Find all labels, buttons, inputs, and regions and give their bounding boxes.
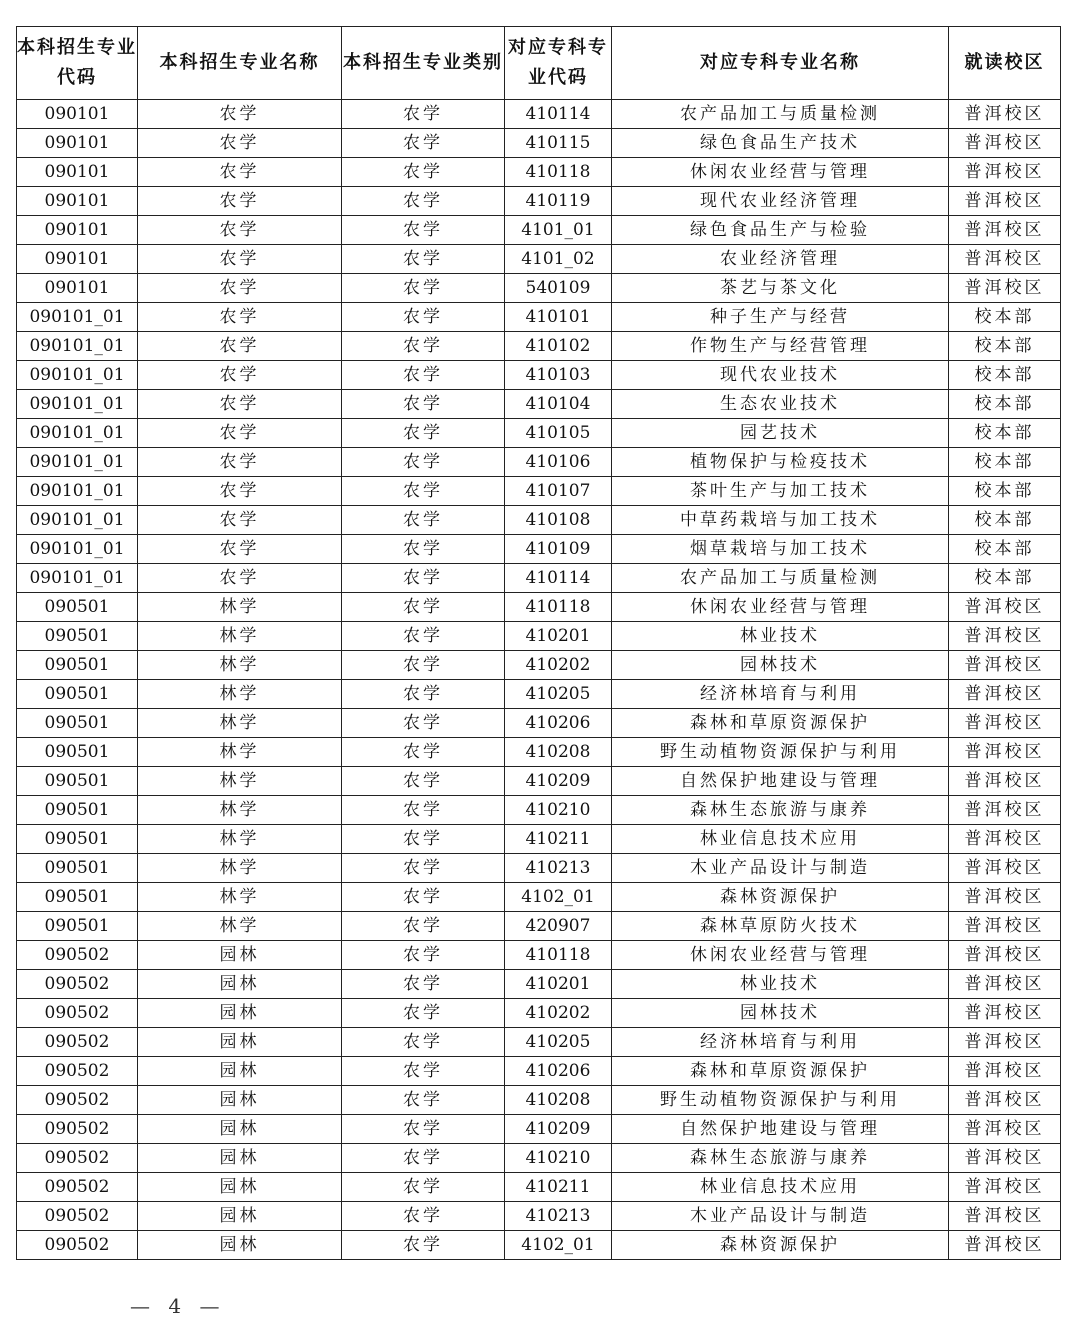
- undergrad-name-cell: 农学: [138, 100, 342, 129]
- college-name-cell: 自然保护地建设与管理: [612, 1115, 949, 1144]
- table-row: [17, 709, 1061, 738]
- major-correspondence-table: [16, 26, 1061, 1260]
- undergrad-code-cell: 090502: [17, 1173, 138, 1202]
- undergrad-category-cell: 农学: [342, 1028, 505, 1057]
- undergrad-code-cell: 090501: [17, 651, 138, 680]
- table-row: [17, 129, 1061, 158]
- college-name-cell: 烟草栽培与加工技术: [612, 535, 949, 564]
- undergrad-name-cell: 林学: [138, 883, 342, 912]
- header-row: [17, 27, 1061, 100]
- table-row: [17, 187, 1061, 216]
- college-name-cell: 休闲农业经营与管理: [612, 941, 949, 970]
- table-row: [17, 622, 1061, 651]
- undergrad-category-cell: 农学: [342, 1115, 505, 1144]
- campus-cell: 普洱校区: [949, 651, 1061, 680]
- college-code-cell: 410205: [505, 680, 612, 709]
- table-row: [17, 303, 1061, 332]
- undergrad-name-cell: 林学: [138, 709, 342, 738]
- undergrad-category-cell: 农学: [342, 361, 505, 390]
- undergrad-name-cell: 园林: [138, 1057, 342, 1086]
- undergrad-category-cell: 农学: [342, 767, 505, 796]
- campus-cell: 普洱校区: [949, 680, 1061, 709]
- undergrad-code-cell: 090501: [17, 622, 138, 651]
- undergrad-code-cell: 090502: [17, 1115, 138, 1144]
- undergrad-name-cell: 农学: [138, 158, 342, 187]
- undergrad-code-cell: 090101: [17, 187, 138, 216]
- undergrad-category-cell: 农学: [342, 854, 505, 883]
- college-name-cell: 林业信息技术应用: [612, 1173, 949, 1202]
- campus-cell: 普洱校区: [949, 622, 1061, 651]
- campus-cell: 普洱校区: [949, 854, 1061, 883]
- college-name-cell: 种子生产与经营: [612, 303, 949, 332]
- undergrad-name-cell: 农学: [138, 245, 342, 274]
- undergrad-code-cell: 090502: [17, 970, 138, 999]
- undergrad-code-cell: 090501: [17, 883, 138, 912]
- undergrad-category-cell: 农学: [342, 477, 505, 506]
- college-code-cell: 410119: [505, 187, 612, 216]
- table-row: [17, 680, 1061, 709]
- undergrad-category-cell: 农学: [342, 999, 505, 1028]
- campus-cell: 普洱校区: [949, 941, 1061, 970]
- college-name-cell: 森林和草原资源保护: [612, 1057, 949, 1086]
- college-code-cell: 410101: [505, 303, 612, 332]
- college-code-cell: 410118: [505, 593, 612, 622]
- college-code-cell: 540109: [505, 274, 612, 303]
- campus-cell: 普洱校区: [949, 1144, 1061, 1173]
- undergrad-name-cell: 林学: [138, 593, 342, 622]
- college-name-cell: 农业经济管理: [612, 245, 949, 274]
- undergrad-category-cell: 农学: [342, 709, 505, 738]
- college-name-cell: 经济林培育与利用: [612, 680, 949, 709]
- undergrad-category-cell: 农学: [342, 390, 505, 419]
- college-code-cell: 410208: [505, 1086, 612, 1115]
- undergrad-name-cell: 园林: [138, 1202, 342, 1231]
- college-code-cell: 410201: [505, 970, 612, 999]
- undergrad-code-cell: 090101_01: [17, 303, 138, 332]
- campus-cell: 普洱校区: [949, 158, 1061, 187]
- undergrad-code-cell: 090101_01: [17, 419, 138, 448]
- college-code-cell: 410104: [505, 390, 612, 419]
- undergrad-name-cell: 农学: [138, 216, 342, 245]
- campus-cell: 校本部: [949, 303, 1061, 332]
- undergrad-category-cell: 农学: [342, 1144, 505, 1173]
- table-row: [17, 738, 1061, 767]
- campus-cell: 普洱校区: [949, 709, 1061, 738]
- table-row: [17, 854, 1061, 883]
- college-name-cell: 作物生产与经营管理: [612, 332, 949, 361]
- undergrad-code-cell: 090101_01: [17, 477, 138, 506]
- college-code-cell: 410107: [505, 477, 612, 506]
- undergrad-code-cell: 090101_01: [17, 448, 138, 477]
- undergrad-name-cell: 农学: [138, 477, 342, 506]
- campus-cell: 普洱校区: [949, 100, 1061, 129]
- college-name-cell: 生态农业技术: [612, 390, 949, 419]
- campus-cell: 普洱校区: [949, 883, 1061, 912]
- campus-cell: 普洱校区: [949, 245, 1061, 274]
- college-code-cell: 410102: [505, 332, 612, 361]
- college-name-cell: 现代农业经济管理: [612, 187, 949, 216]
- undergrad-code-cell: 090502: [17, 1028, 138, 1057]
- undergrad-category-cell: 农学: [342, 245, 505, 274]
- college-code-cell: 410210: [505, 796, 612, 825]
- college-code-cell: 410105: [505, 419, 612, 448]
- undergrad-code-cell: 090501: [17, 680, 138, 709]
- undergrad-name-cell: 农学: [138, 419, 342, 448]
- table-row: [17, 796, 1061, 825]
- college-code-cell: 410202: [505, 651, 612, 680]
- undergrad-code-cell: 090502: [17, 1086, 138, 1115]
- college-name-cell: 中草药栽培与加工技术: [612, 506, 949, 535]
- campus-cell: 普洱校区: [949, 216, 1061, 245]
- campus-cell: 校本部: [949, 535, 1061, 564]
- undergrad-name-cell: 农学: [138, 332, 342, 361]
- undergrad-category-cell: 农学: [342, 332, 505, 361]
- undergrad-category-cell: 农学: [342, 912, 505, 941]
- college-name-cell: 林业技术: [612, 622, 949, 651]
- undergrad-code-cell: 090501: [17, 767, 138, 796]
- college-name-cell: 自然保护地建设与管理: [612, 767, 949, 796]
- college-code-cell: 410206: [505, 709, 612, 738]
- undergrad-name-cell: 园林: [138, 999, 342, 1028]
- table-row: [17, 1057, 1061, 1086]
- campus-cell: 普洱校区: [949, 825, 1061, 854]
- undergrad-category-cell: 农学: [342, 1202, 505, 1231]
- undergrad-category-cell: 农学: [342, 796, 505, 825]
- undergrad-code-cell: 090101_01: [17, 361, 138, 390]
- table-row: [17, 1086, 1061, 1115]
- header-undergrad-category: 本科招生专业类别: [342, 27, 505, 100]
- undergrad-category-cell: 农学: [342, 825, 505, 854]
- undergrad-code-cell: 090502: [17, 1231, 138, 1260]
- table-row: [17, 448, 1061, 477]
- campus-cell: 校本部: [949, 361, 1061, 390]
- college-name-cell: 林业信息技术应用: [612, 825, 949, 854]
- table-row: [17, 970, 1061, 999]
- college-name-cell: 绿色食品生产技术: [612, 129, 949, 158]
- table-row: [17, 564, 1061, 593]
- undergrad-name-cell: 林学: [138, 738, 342, 767]
- undergrad-category-cell: 农学: [342, 941, 505, 970]
- college-code-cell: 410209: [505, 767, 612, 796]
- undergrad-code-cell: 090501: [17, 825, 138, 854]
- college-name-cell: 经济林培育与利用: [612, 1028, 949, 1057]
- undergrad-category-cell: 农学: [342, 651, 505, 680]
- undergrad-category-cell: 农学: [342, 158, 505, 187]
- undergrad-code-cell: 090501: [17, 796, 138, 825]
- header-undergrad-code: 本科招生专业代码: [17, 27, 138, 100]
- table-row: [17, 535, 1061, 564]
- undergrad-category-cell: 农学: [342, 129, 505, 158]
- page-number: — 4 —: [130, 1294, 226, 1318]
- college-code-cell: 4101_01: [505, 216, 612, 245]
- college-code-cell: 410118: [505, 158, 612, 187]
- undergrad-name-cell: 农学: [138, 274, 342, 303]
- college-name-cell: 森林资源保护: [612, 883, 949, 912]
- table-body: [17, 100, 1061, 1260]
- campus-cell: 普洱校区: [949, 999, 1061, 1028]
- undergrad-code-cell: 090501: [17, 854, 138, 883]
- undergrad-name-cell: 农学: [138, 187, 342, 216]
- campus-cell: 普洱校区: [949, 796, 1061, 825]
- undergrad-category-cell: 农学: [342, 1086, 505, 1115]
- undergrad-name-cell: 农学: [138, 448, 342, 477]
- undergrad-name-cell: 园林: [138, 970, 342, 999]
- undergrad-category-cell: 农学: [342, 680, 505, 709]
- undergrad-code-cell: 090502: [17, 1144, 138, 1173]
- undergrad-category-cell: 农学: [342, 100, 505, 129]
- college-code-cell: 410209: [505, 1115, 612, 1144]
- college-name-cell: 森林草原防火技术: [612, 912, 949, 941]
- college-name-cell: 茶叶生产与加工技术: [612, 477, 949, 506]
- undergrad-code-cell: 090101: [17, 158, 138, 187]
- campus-cell: 普洱校区: [949, 970, 1061, 999]
- undergrad-name-cell: 农学: [138, 129, 342, 158]
- campus-cell: 普洱校区: [949, 187, 1061, 216]
- undergrad-category-cell: 农学: [342, 448, 505, 477]
- table-row: [17, 1028, 1061, 1057]
- table-row: [17, 1231, 1061, 1260]
- table-row: [17, 941, 1061, 970]
- table-row: [17, 506, 1061, 535]
- college-code-cell: 410205: [505, 1028, 612, 1057]
- undergrad-category-cell: 农学: [342, 622, 505, 651]
- college-code-cell: 4102_01: [505, 1231, 612, 1260]
- table-row: [17, 100, 1061, 129]
- college-code-cell: 410208: [505, 738, 612, 767]
- campus-cell: 校本部: [949, 506, 1061, 535]
- undergrad-code-cell: 090501: [17, 912, 138, 941]
- campus-cell: 普洱校区: [949, 1231, 1061, 1260]
- undergrad-name-cell: 园林: [138, 1173, 342, 1202]
- table-row: [17, 912, 1061, 941]
- undergrad-category-cell: 农学: [342, 274, 505, 303]
- undergrad-category-cell: 农学: [342, 564, 505, 593]
- undergrad-code-cell: 090101: [17, 216, 138, 245]
- undergrad-category-cell: 农学: [342, 593, 505, 622]
- college-name-cell: 植物保护与检疫技术: [612, 448, 949, 477]
- college-code-cell: 4101_02: [505, 245, 612, 274]
- table-row: [17, 1202, 1061, 1231]
- campus-cell: 普洱校区: [949, 1086, 1061, 1115]
- undergrad-name-cell: 园林: [138, 1086, 342, 1115]
- college-name-cell: 园艺技术: [612, 419, 949, 448]
- college-name-cell: 野生动植物资源保护与利用: [612, 738, 949, 767]
- undergrad-name-cell: 农学: [138, 506, 342, 535]
- college-name-cell: 休闲农业经营与管理: [612, 593, 949, 622]
- campus-cell: 普洱校区: [949, 1057, 1061, 1086]
- campus-cell: 普洱校区: [949, 767, 1061, 796]
- campus-cell: 校本部: [949, 332, 1061, 361]
- college-name-cell: 休闲农业经营与管理: [612, 158, 949, 187]
- undergrad-code-cell: 090101_01: [17, 332, 138, 361]
- table-row: [17, 767, 1061, 796]
- campus-cell: 校本部: [949, 448, 1061, 477]
- college-name-cell: 木业产品设计与制造: [612, 854, 949, 883]
- college-name-cell: 农产品加工与质量检测: [612, 100, 949, 129]
- undergrad-name-cell: 林学: [138, 854, 342, 883]
- campus-cell: 普洱校区: [949, 1202, 1061, 1231]
- college-code-cell: 410210: [505, 1144, 612, 1173]
- undergrad-category-cell: 农学: [342, 506, 505, 535]
- college-code-cell: 410201: [505, 622, 612, 651]
- undergrad-name-cell: 林学: [138, 622, 342, 651]
- college-code-cell: 410206: [505, 1057, 612, 1086]
- table-row: [17, 419, 1061, 448]
- undergrad-category-cell: 农学: [342, 419, 505, 448]
- table-row: [17, 477, 1061, 506]
- undergrad-code-cell: 090101: [17, 100, 138, 129]
- college-name-cell: 农产品加工与质量检测: [612, 564, 949, 593]
- undergrad-category-cell: 农学: [342, 1173, 505, 1202]
- undergrad-code-cell: 090101: [17, 129, 138, 158]
- undergrad-category-cell: 农学: [342, 535, 505, 564]
- undergrad-code-cell: 090502: [17, 1057, 138, 1086]
- campus-cell: 普洱校区: [949, 912, 1061, 941]
- undergrad-name-cell: 园林: [138, 1115, 342, 1144]
- college-name-cell: 野生动植物资源保护与利用: [612, 1086, 949, 1115]
- undergrad-category-cell: 农学: [342, 187, 505, 216]
- undergrad-code-cell: 090502: [17, 941, 138, 970]
- table-row: [17, 274, 1061, 303]
- undergrad-category-cell: 农学: [342, 303, 505, 332]
- college-code-cell: 410213: [505, 1202, 612, 1231]
- campus-cell: 普洱校区: [949, 1173, 1061, 1202]
- table-row: [17, 1144, 1061, 1173]
- undergrad-category-cell: 农学: [342, 970, 505, 999]
- campus-cell: 校本部: [949, 477, 1061, 506]
- table-row: [17, 361, 1061, 390]
- table-row: [17, 245, 1061, 274]
- college-code-cell: 410109: [505, 535, 612, 564]
- undergrad-code-cell: 090501: [17, 709, 138, 738]
- college-name-cell: 园林技术: [612, 651, 949, 680]
- table-row: [17, 1173, 1061, 1202]
- college-name-cell: 森林和草原资源保护: [612, 709, 949, 738]
- college-code-cell: 410211: [505, 825, 612, 854]
- undergrad-code-cell: 090101: [17, 274, 138, 303]
- undergrad-category-cell: 农学: [342, 1057, 505, 1086]
- college-code-cell: 4102_01: [505, 883, 612, 912]
- college-name-cell: 园林技术: [612, 999, 949, 1028]
- undergrad-category-cell: 农学: [342, 738, 505, 767]
- college-name-cell: 森林资源保护: [612, 1231, 949, 1260]
- undergrad-name-cell: 园林: [138, 1231, 342, 1260]
- table-row: [17, 158, 1061, 187]
- table-row: [17, 593, 1061, 622]
- college-code-cell: 410213: [505, 854, 612, 883]
- header-college-name: 对应专科专业名称: [612, 27, 949, 100]
- undergrad-category-cell: 农学: [342, 883, 505, 912]
- college-name-cell: 林业技术: [612, 970, 949, 999]
- undergrad-name-cell: 农学: [138, 564, 342, 593]
- college-code-cell: 410114: [505, 564, 612, 593]
- undergrad-code-cell: 090101_01: [17, 390, 138, 419]
- undergrad-name-cell: 林学: [138, 767, 342, 796]
- undergrad-name-cell: 园林: [138, 1144, 342, 1173]
- undergrad-code-cell: 090101_01: [17, 535, 138, 564]
- undergrad-code-cell: 090501: [17, 593, 138, 622]
- campus-cell: 普洱校区: [949, 274, 1061, 303]
- undergrad-code-cell: 090502: [17, 999, 138, 1028]
- campus-cell: 校本部: [949, 419, 1061, 448]
- undergrad-code-cell: 090101: [17, 245, 138, 274]
- undergrad-name-cell: 林学: [138, 825, 342, 854]
- college-code-cell: 410202: [505, 999, 612, 1028]
- header-college-code: 对应专科专业代码: [505, 27, 612, 100]
- college-code-cell: 410114: [505, 100, 612, 129]
- table-header: [17, 27, 1061, 100]
- campus-cell: 普洱校区: [949, 738, 1061, 767]
- undergrad-name-cell: 林学: [138, 680, 342, 709]
- undergrad-name-cell: 农学: [138, 361, 342, 390]
- undergrad-category-cell: 农学: [342, 1231, 505, 1260]
- college-name-cell: 森林生态旅游与康养: [612, 796, 949, 825]
- undergrad-code-cell: 090502: [17, 1202, 138, 1231]
- college-name-cell: 木业产品设计与制造: [612, 1202, 949, 1231]
- campus-cell: 校本部: [949, 564, 1061, 593]
- undergrad-name-cell: 园林: [138, 941, 342, 970]
- table-row: [17, 332, 1061, 361]
- table-row: [17, 1115, 1061, 1144]
- college-code-cell: 410106: [505, 448, 612, 477]
- college-name-cell: 茶艺与茶文化: [612, 274, 949, 303]
- undergrad-name-cell: 农学: [138, 535, 342, 564]
- undergrad-code-cell: 090101_01: [17, 506, 138, 535]
- undergrad-category-cell: 农学: [342, 216, 505, 245]
- undergrad-name-cell: 林学: [138, 912, 342, 941]
- table-row: [17, 216, 1061, 245]
- table-row: [17, 883, 1061, 912]
- table-row: [17, 390, 1061, 419]
- college-code-cell: 410211: [505, 1173, 612, 1202]
- undergrad-name-cell: 林学: [138, 796, 342, 825]
- undergrad-name-cell: 农学: [138, 303, 342, 332]
- header-campus: 就读校区: [949, 27, 1061, 100]
- undergrad-code-cell: 090101_01: [17, 564, 138, 593]
- college-code-cell: 410103: [505, 361, 612, 390]
- college-code-cell: 410118: [505, 941, 612, 970]
- campus-cell: 普洱校区: [949, 593, 1061, 622]
- campus-cell: 校本部: [949, 390, 1061, 419]
- table-row: [17, 999, 1061, 1028]
- college-code-cell: 410108: [505, 506, 612, 535]
- undergrad-name-cell: 农学: [138, 390, 342, 419]
- header-undergrad-name: 本科招生专业名称: [138, 27, 342, 100]
- college-code-cell: 410115: [505, 129, 612, 158]
- undergrad-name-cell: 林学: [138, 651, 342, 680]
- table-row: [17, 825, 1061, 854]
- college-name-cell: 绿色食品生产与检验: [612, 216, 949, 245]
- campus-cell: 普洱校区: [949, 1115, 1061, 1144]
- campus-cell: 普洱校区: [949, 1028, 1061, 1057]
- campus-cell: 普洱校区: [949, 129, 1061, 158]
- college-name-cell: 森林生态旅游与康养: [612, 1144, 949, 1173]
- college-name-cell: 现代农业技术: [612, 361, 949, 390]
- college-code-cell: 420907: [505, 912, 612, 941]
- undergrad-code-cell: 090501: [17, 738, 138, 767]
- table-row: [17, 651, 1061, 680]
- undergrad-name-cell: 园林: [138, 1028, 342, 1057]
